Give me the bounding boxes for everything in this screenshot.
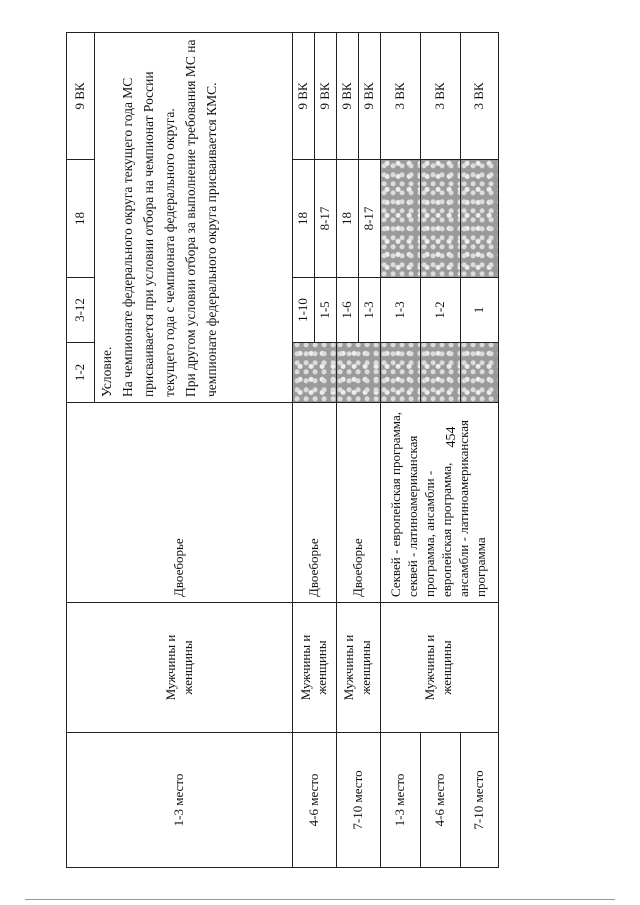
class-cell: 9 ВК [314, 33, 336, 160]
gender-cell: Мужчины и женщины [67, 603, 293, 733]
shaded-cell [336, 343, 380, 403]
condition-text-1: На чемпионате федерального округа текущего года МС присваивается при условии отбора на чемпионат России текущего года с чемпионата федерального округа. [119, 71, 177, 397]
gender-cell: Мужчины и женщины [293, 603, 337, 733]
discipline-cell: Двоеборье [67, 403, 293, 603]
table-row [336, 33, 358, 868]
value-cell: 8-17 [314, 160, 336, 278]
shaded-cell [380, 160, 420, 278]
range-cell: 1 [460, 278, 498, 343]
class-cell: 9 ВК [358, 33, 380, 160]
place-cell: 1-3 место [67, 733, 293, 868]
header-cell: 9 ВК [67, 33, 95, 160]
range-cell: 1-10 [293, 278, 315, 343]
page-bottom-line [25, 899, 615, 900]
place-cell: 7-10 место [460, 733, 498, 868]
header-cell: 18 [67, 160, 95, 278]
header-cell: 1-2 [67, 343, 95, 403]
discipline-cell: Двоеборье [336, 403, 380, 603]
class-cell: 9 ВК [293, 33, 315, 160]
shaded-cell [460, 160, 498, 278]
table-row [293, 33, 315, 868]
table-row [380, 33, 420, 868]
qualification-table [66, 32, 499, 868]
discipline-cell: Двоеборье [293, 403, 337, 603]
place-cell: 4-6 место [293, 733, 337, 868]
value-cell: 8-17 [358, 160, 380, 278]
class-cell: 3 ВК [380, 33, 420, 160]
condition-title: Условие. [99, 346, 114, 397]
table-row [67, 33, 95, 868]
value-cell: 18 [293, 160, 315, 278]
gender-cell: Мужчины и женщины [336, 603, 380, 733]
range-cell: 1-3 [380, 278, 420, 343]
rotated-table-container [66, 33, 488, 868]
range-cell: 1-5 [314, 278, 336, 343]
shaded-cell [460, 343, 498, 403]
class-cell: 3 ВК [420, 33, 460, 160]
range-cell: 1-3 [358, 278, 380, 343]
shaded-cell [293, 343, 337, 403]
header-cell: 3-12 [67, 278, 95, 343]
page-number: 454 [444, 426, 459, 448]
gender-cell: Мужчины и женщины [380, 603, 498, 733]
shaded-cell [380, 343, 420, 403]
range-cell: 1-2 [420, 278, 460, 343]
discipline-cell: Секвей - европейская программа, секвей - латиноамериканская программа, ансамбли - европейская программа, ансамбли - латиноамериканская программа [380, 403, 498, 603]
shaded-cell [420, 160, 460, 278]
range-cell: 1-6 [336, 278, 358, 343]
place-cell: 1-3 место [380, 733, 420, 868]
place-cell: 4-6 место [420, 733, 460, 868]
value-cell: 18 [336, 160, 358, 278]
place-cell: 7-10 место [336, 733, 380, 868]
class-cell: 3 ВК [460, 33, 498, 160]
condition-text-2: При другом условии отбора за выполнение требования МС на чемпионате федерального округа присваивается КМС. [182, 39, 219, 397]
condition-cell [95, 33, 293, 403]
shaded-cell [420, 343, 460, 403]
class-cell: 9 ВК [336, 33, 358, 160]
